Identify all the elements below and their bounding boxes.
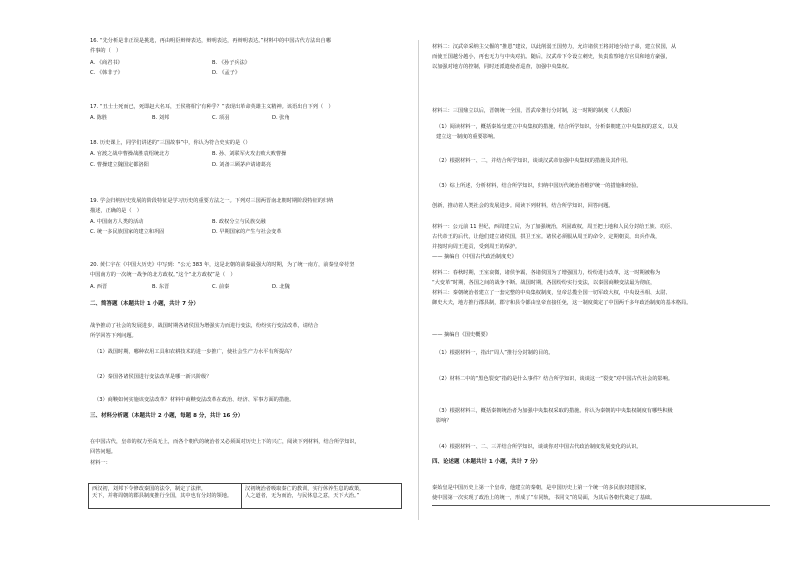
q20-option-a: A. 西晋 (90, 284, 108, 290)
q23-intro-line-3: 古代帝王的后代，让他们建立诸侯国，拱卫王室。诸侯必须服从周王的命令，定期朝贡，出兵作战， (432, 234, 661, 240)
q22-intro-line-2: 回答问题。 (90, 449, 116, 455)
q19-stem-line-2: 描述，正确的是（ ） (90, 208, 142, 214)
q21-part-1: （1）战国时期，哪种农用工具和农耕技术的进一步推广，使社会生产力水平有所提高？ (94, 349, 295, 355)
q22-part-1-line-2: 建立这一制度的重要影响。 (436, 134, 499, 140)
q22-part-1-line-1: （1）阅读材料一，概括秦始皇建立中央集权的措施，结合所学知识，分析秦朝建立中央集权的意义，以及 (436, 124, 678, 130)
q20-option-c: C. 前秦 (212, 284, 230, 290)
q23-intro-line-1: 创新，推动着人类社会的发展进步。阅读下列材料，结合所学知识，回答问题。 (432, 203, 614, 209)
source-note-2: —— 摘编自《国史概要》 (432, 332, 491, 338)
section-heading-short-answer: 二、简答题（本题共计 1 小题，共计 7 分） (90, 301, 199, 307)
q22-intro-line-1: 在中国古代，皇帝的权力至高无上，而各个朝代的统治者又必须面对历史上下的兴亡，阅读下列材料，结合所学知识， (90, 439, 360, 445)
material-table-right-cell (241, 484, 401, 508)
q17-option-a: A. 陈胜 (90, 115, 108, 121)
q17-option-b: B. 刘邦 (152, 115, 170, 121)
q19-stem-line-1: 19. 学会归纳历史发展的阶段特征是学习历史的重要方法之一。下列对三国两晋南北朝时期阶段特征的归纳 (90, 198, 334, 204)
q18-option-c: C. 曹操建立魏国定都洛阳 (90, 162, 149, 168)
q22-part-3: （3）综上所述，分析材料，结合所学知识，归纳中国历代统治者维护统一的措施和经验。 (436, 183, 642, 189)
material-table (88, 483, 402, 509)
q19-option-b: B. 政权分立与民族交融 (212, 219, 266, 225)
q23-part-3-line-1: （3）根据材料三，概括秦朝统治者为加强中央集权采取的措施。你认为秦朝的中央集权制度有哪些积极 (436, 408, 673, 414)
q20-stem-line-1: 20. 黄仁宇在《中国大历史》中写到：“公元 383 年，这是北朝的前秦最强大的时期，为了统一南方，前秦皇帝苻坚 (90, 262, 355, 268)
q20-option-d: D. 北魏 (272, 284, 290, 290)
material-right-line-1: 汉初统治者吸取秦亡的教训，实行休养生息的政策， (245, 486, 365, 492)
material-2b-line-2: “大变革”时期，各国之间的战争不断。战国时期，各国纷纷实行变法，以秦国商鞅变法最为彻底， (432, 280, 656, 286)
section-heading-material-analysis: 三、材料分析题（本题共计 2 小题，每题 8 分，共计 16 分） (90, 413, 244, 419)
q16-stem-line-1: 16. “先分析是非正误是挑选，再由明臣辩辩表达，辩明表达，再辩明表达。”材料中的中国古代方法出自哪 (90, 38, 331, 44)
q20-stem-line-2: 中国南方的一次统一战争的北方政权。”这个“北方政权”是（ ） (90, 272, 236, 278)
material-2-line-1: 材料二：汉武帝采纳主父偃的“推恩”建议，以此削弱王国势力，允许诸侯王将封地分给子弟，建立侯国，从 (432, 44, 677, 50)
q23-intro-line-4: 并按时向周王进贡，受到周王的保护。 (432, 244, 521, 250)
q16-stem-line-2: 件事的（ ） (90, 48, 122, 54)
material-table-left-cell (89, 484, 241, 508)
essay-rule (432, 505, 770, 506)
q16-option-c: C. 《韩非子》 (90, 70, 123, 76)
material-2b-line-1: 材料二：春秋时期，王室衰微，诸侯争霸，各诸侯国为了增强国力，纷纷进行改革，这一时期被称为 (432, 270, 661, 276)
q23-part-3-line-2: 影响？ (436, 418, 452, 424)
q19-option-a: A. 中国南方人类的活动 (90, 219, 144, 225)
q21-intro-line-1: 战争推动了社会的发展进步，战国时期各诸侯国为增强实力而进行变法，纷纷实行变法改革，请结合 (90, 323, 319, 329)
q21-part-2: （2）秦国各诸侯国进行变法改革是哪一新兴阶级？ (94, 374, 212, 380)
q18-option-b: B. 孙、刘联军火攻击败大败曹操 (212, 151, 287, 157)
q17-option-c: C. 项羽 (212, 115, 230, 121)
q17-option-d: D. 张角 (272, 115, 290, 121)
material-2-line-3: 以加强对地方的控制，同时还派遣使者巡查，加强中央集权。 (432, 64, 573, 70)
q22-material-1-label: 材料一： (90, 460, 111, 466)
q23-part-1: （1）根据材料一，指出“周人”推行分封制的目的。 (436, 350, 554, 356)
material-left-line-2: 天下，并将周朝的郡县制度推行全国，其中也有分封的领地。 (92, 493, 233, 499)
essay-line-1: 秦始皇是中国历史上第一个皇帝，他建立的秦朝，是中国历史上第一个统一的多民族封建国家， (432, 485, 650, 491)
q23-part-2: （2）材料二中的“黑色裂变”指的是什么事件？结合所学知识，谈谈这一“裂变”对中国古代社会的影响。 (436, 376, 674, 382)
source-note-1: —— 摘编自《中国古代政治制度史》 (432, 254, 517, 260)
column-divider (418, 40, 419, 520)
q19-option-c: C. 统一多民族国家的建立和巩固 (90, 229, 165, 235)
q16-option-a: A. 《商君书》 (90, 60, 123, 66)
q23-part-4: （4）根据材料一、二、三并结合所学知识，谈谈你对中国古代政治制度发展变化的认识。 (436, 444, 642, 450)
q16-option-d: D. 《孟子》 (212, 70, 241, 76)
material-right-line-2: 人之道者，无为而治，与民休息之意，天下大治。” (245, 493, 360, 499)
material-2-line-2: 而使王国越分越小，再也无力与中央对抗。随后，汉武帝下令设立刺史，负责监察地方官员和地方豪强， (432, 54, 671, 60)
q18-option-d: D. 刘备三顾茅庐请诸葛亮 (212, 162, 272, 168)
material-2b-line-4: 御史大夫，地方推行郡县制，郡守和县令都由皇帝直接任免，这一制度奠定了中国两千多年政治制度的基本格局。 (432, 300, 692, 306)
q21-intro-line-2: 所学回答下列问题。 (90, 333, 137, 339)
q21-part-3: （3）商鞅如何实施该变法改革？材料中商鞅变法改革在政治、经济、军事方面的措施。 (94, 397, 295, 403)
q22-part-2: （2）根据材料一、二，并结合所学知识，谈谈汉武帝加强中央集权的措施及其作用。 (436, 158, 632, 164)
essay-line-2: 使中国第一次实现了政治上的统一，形成了“车同轨，书同文”的局面，为其后各朝代奠定了基础。 (432, 495, 656, 501)
q18-stem: 18. 历史课上，同学们讲述的“三国故事”中，你认为符合史实的是（） (90, 140, 251, 146)
q20-option-b: B. 东晋 (152, 284, 170, 290)
q23-intro-line-2: 材料一：公元前 11 世纪，西周建立后，为了加强统治，巩固政权，周王把土地和人民分封给王族、功臣、 (432, 224, 676, 230)
section-heading-essay: 四、论述题（本题共计 1 小题，共计 7 分） (432, 459, 541, 465)
q19-option-d: D. 早期国家的产生与社会变革 (212, 229, 282, 235)
material-3: 材料三：三国鼎立以后，晋朝统一全国，晋武帝推行分封制，这一时期的制度（人教版） (432, 108, 635, 114)
material-left-line-1: 西汉初，刘邦下令修改秦国的法令，制定了法律， (92, 486, 207, 492)
material-2b-line-3: 材料三：秦朝统治者建立了一套完整的中央集权制度，皇帝总揽全国一切军政大权，中央设丞相、太尉、 (432, 290, 671, 296)
q18-option-a: A. 官渡之战中曹操战胜袁绍统北方 (90, 151, 170, 157)
q16-option-b: B. 《孙子兵法》 (212, 60, 250, 66)
q17-stem: 17. “丑士士死而已，死即赵大名耳，王侯将相宁有种乎？”表现出革命英雄主义精神。该语出自下列（ ） (90, 104, 334, 110)
